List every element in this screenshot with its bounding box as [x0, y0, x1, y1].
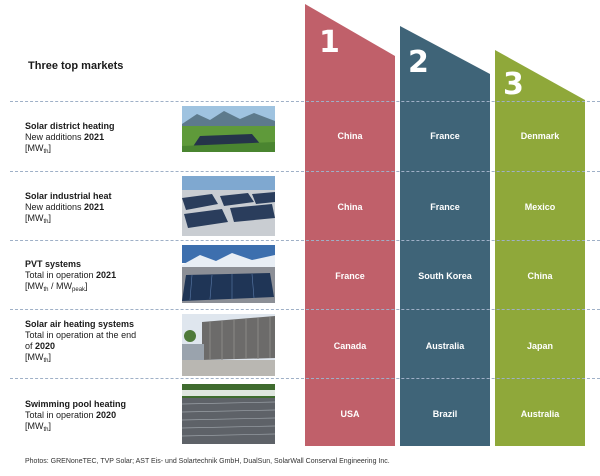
row-name: Swimming pool heating [25, 399, 126, 409]
row-unit: $[MW_{th} / MW_{peak}]$ [25, 281, 88, 293]
solar-air-heating-photo [182, 314, 275, 376]
country-rank-2: South Korea [418, 271, 472, 281]
country-rank-1: France [335, 271, 365, 281]
pvt-systems-photo [182, 245, 275, 291]
row-unit: $[MW_{th}]$ [25, 213, 52, 225]
row-solar-industrial-heat [25, 191, 112, 224]
country-rank-2: France [430, 202, 460, 212]
row-metric: of 2020 [25, 341, 56, 351]
rank-1-column [305, 0, 395, 446]
row-solar-district-heating [25, 121, 115, 154]
row-name: PVT systems [25, 259, 82, 269]
country-rank-2: Brazil [432, 409, 458, 419]
row-name: Solar air heating systems [25, 319, 135, 329]
country-rank-1: China [337, 202, 363, 212]
row-divider [10, 378, 600, 379]
row-unit: $[MW_{th}]$ [25, 421, 52, 433]
country-rank-1: USA [340, 409, 360, 419]
row-divider [10, 101, 600, 102]
row-metric: New additions 2021 [25, 202, 105, 212]
country-rank-1: China [337, 131, 363, 141]
rank-3-label: 3 [503, 67, 524, 102]
solar-district-heating-photo [182, 106, 275, 152]
row-unit: $[MW_{th}]$ [25, 352, 52, 364]
row-metric: New additions 2021 [25, 132, 105, 142]
row-name: Solar district heating [25, 121, 115, 131]
swimming-pool-heating-photo [182, 384, 275, 444]
country-rank-3: Japan [526, 341, 553, 351]
solar-industrial-heat-photo [182, 176, 275, 222]
country-rank-1: Canada [333, 341, 367, 351]
rank-3-column [495, 0, 585, 446]
country-rank-3: China [527, 271, 553, 281]
row-unit: $[MW_{th}]$ [25, 143, 52, 155]
rank-1-label: 1 [319, 25, 340, 60]
row-divider [10, 240, 600, 241]
row-metric: Total in operation 2020 [25, 410, 117, 420]
row-pvt-systems [25, 259, 116, 292]
row-divider [10, 309, 600, 310]
row-metric: Total in operation at the end [25, 330, 137, 340]
row-name: Solar industrial heat [25, 191, 112, 201]
photo-credits: Photos: GRENoneTEC, TVP Solar; AST Eis- und Solartechnik GmbH, DualSun, SolarWall Conserval Engineering Inc. [25, 458, 390, 465]
page-title: Three top markets [28, 60, 124, 72]
rank-2-label: 2 [408, 45, 429, 80]
row-solar-air-heating-systems [25, 319, 136, 363]
country-rank-2: France [430, 131, 460, 141]
country-rank-2: Australia [425, 341, 465, 351]
country-rank-3: Mexico [524, 202, 556, 212]
country-rank-3: Australia [520, 409, 560, 419]
rank-2-column [400, 0, 490, 446]
row-divider [10, 171, 600, 172]
row-metric: Total in operation 2021 [25, 270, 117, 280]
country-rank-3: Denmark [520, 131, 560, 141]
row-swimming-pool-heating [25, 399, 126, 432]
